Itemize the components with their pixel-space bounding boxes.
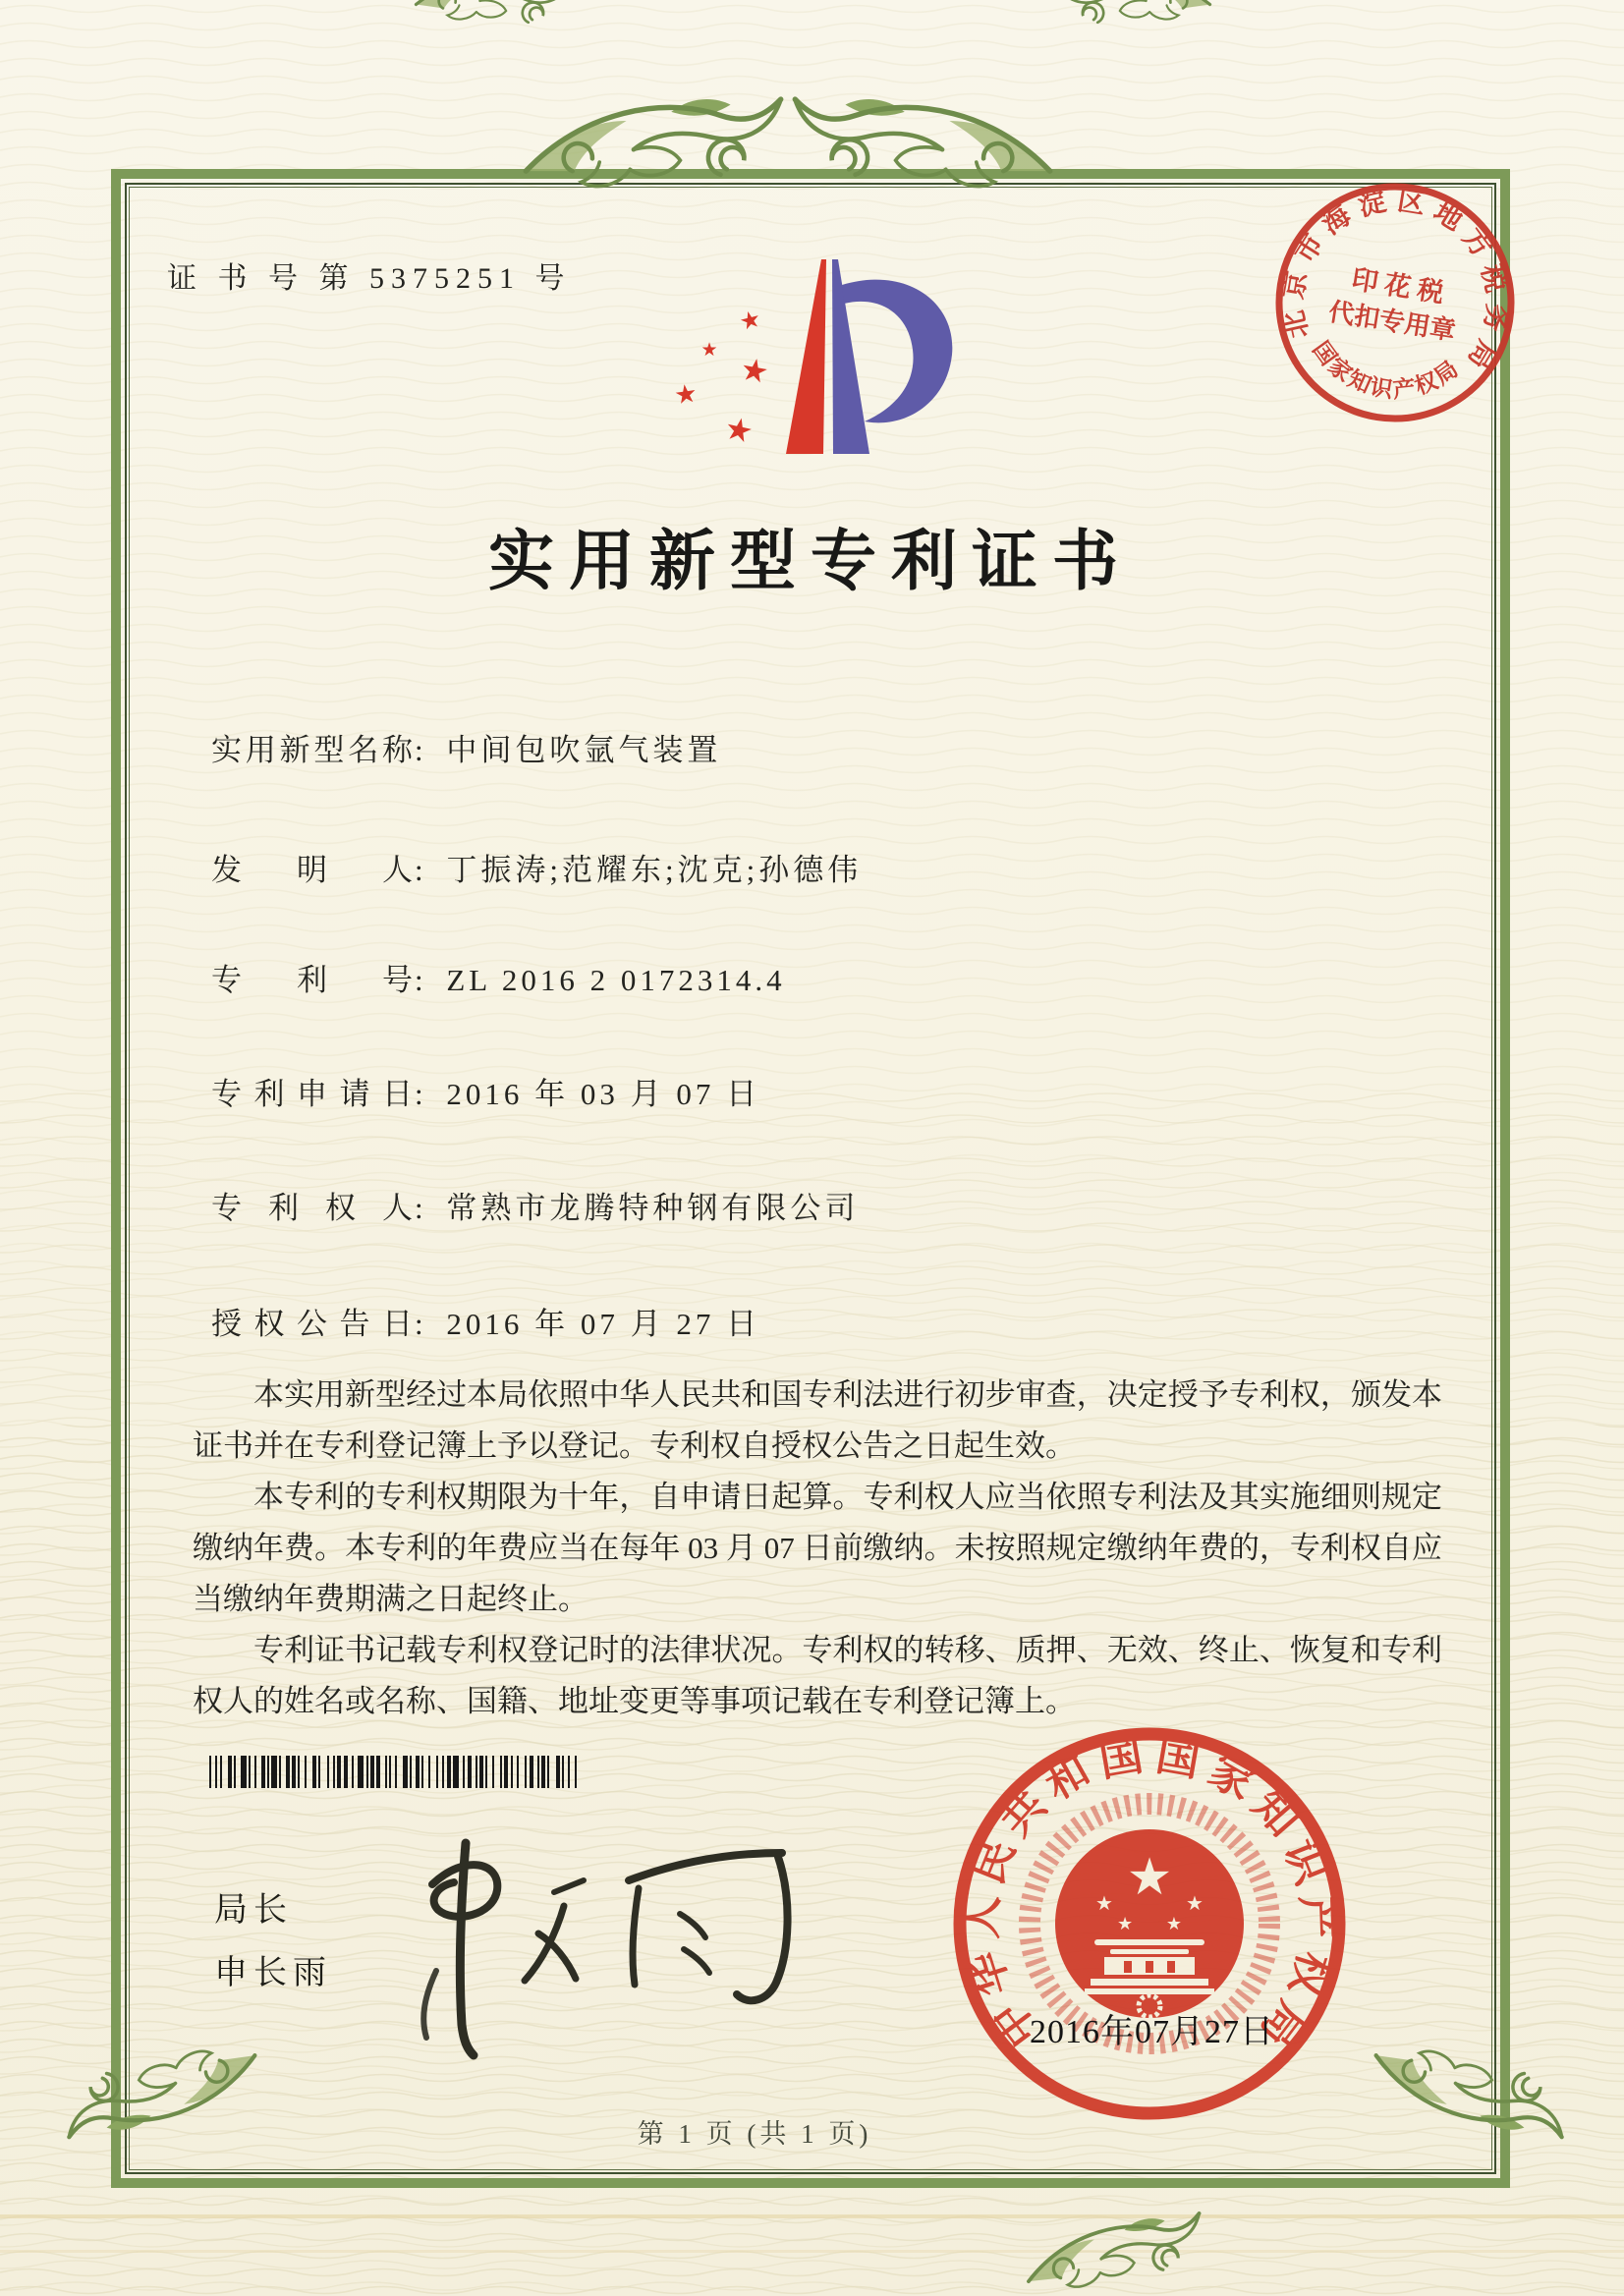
field-value: ZL 2016 2 0172314.4 [446, 963, 786, 997]
svg-text:★: ★ [737, 349, 772, 392]
barcode [209, 1756, 595, 1788]
tax-stamp [1269, 177, 1521, 428]
tax-stamp-top-arc: 北京市海淀区地方税务局 [1278, 186, 1512, 374]
cnipa-logo [664, 252, 969, 492]
field-value: 2016 年 03 月 07 日 [446, 1077, 761, 1111]
svg-text:★: ★ [700, 339, 718, 361]
top-center-flourish-left [519, 84, 788, 220]
field-filing-date: 专利申请日: 2016 年 03 月 07 日 [211, 1069, 760, 1113]
svg-text:★: ★ [1116, 1914, 1134, 1934]
seal-date: 2016年07月27日 [1030, 2014, 1274, 2050]
field-label: 专利号 [211, 963, 413, 997]
handwritten-signature [381, 1823, 853, 2069]
field-inventors: 发明人: 丁振涛;范耀东;沈克;孙德伟 [211, 845, 862, 889]
field-value: 2016 年 07 月 27 日 [446, 1307, 761, 1341]
field-label: 发明人 [211, 853, 413, 887]
page-number: 第 1 页 (共 1 页) [637, 2119, 872, 2149]
field-label: 实用新型名称 [211, 733, 413, 767]
field-patentee: 专利权人: 常熟市龙腾特种钢有限公司 [211, 1183, 859, 1227]
cnipa-red-seal [938, 1712, 1361, 2135]
top-center-flourish-right [788, 84, 1057, 220]
tax-stamp-bottom-arc: 国家知识产权局 [1308, 337, 1463, 403]
field-label: 授权公告日 [211, 1307, 413, 1341]
paragraph-term-fees: 本专利的专利权期限为十年，自申请日起算。专利权人应当依照专利法及其实施细则规定缴纳年费。本专利的年费应当在每年 03 月 07 日前缴纳。未按照规定缴纳年费的，专利权自应当缴纳年费期满之日起终止。 [193, 1480, 1442, 1616]
paragraph-register: 专利证书记载专利权登记时的法律状况。专利权的转移、质押、无效、终止、恢复和专利权人的姓名或名称、国籍、地址变更等事项记载在专利登记簿上。 [193, 1633, 1442, 1718]
svg-text:★: ★ [736, 304, 764, 337]
signer-title: 局长 [214, 1891, 293, 1929]
tax-stamp-line1: 印 花 税 [1349, 264, 1446, 308]
field-label: 专利申请日 [211, 1077, 413, 1111]
tax-stamp-line2: 代扣专用章 [1326, 297, 1458, 346]
svg-text:★: ★ [1165, 1914, 1183, 1934]
logo-red-spire [786, 259, 826, 454]
field-label: 专利权人 [211, 1191, 413, 1225]
paragraph-grant: 本实用新型经过本局依照中华人民共和国专利法进行初步审查，决定授予专利权，颁发本证书并在专利登记簿上予以登记。专利权自授权公告之日起生效。 [193, 1377, 1442, 1463]
field-value: 中间包吹氩气装置 [446, 733, 722, 767]
logo-stars [672, 305, 771, 451]
signer-name: 申长雨 [214, 1954, 332, 1991]
svg-text:★: ★ [1186, 1891, 1204, 1915]
certificate-title: 实用新型专利证书 [488, 526, 1133, 598]
field-patent-number: 专利号: ZL 2016 2 0172314.4 [211, 955, 786, 999]
svg-text:★: ★ [672, 378, 700, 412]
svg-text:★: ★ [1095, 1891, 1113, 1915]
seal-ring-text: 中华人民共和国国家知识产权局 [957, 1731, 1342, 2056]
legal-text-block [193, 1370, 1442, 1727]
field-utility-model-name: 实用新型名称: 中间包吹氩气装置 [211, 725, 721, 769]
svg-text:★: ★ [721, 408, 757, 452]
field-grant-date: 授权公告日: 2016 年 07 月 27 日 [211, 1299, 760, 1343]
svg-text:★: ★ [1126, 1848, 1173, 1907]
certificate-number: 证 书 号 第 5375251 号 [167, 262, 572, 295]
field-value: 丁振涛;范耀东;沈克;孙德伟 [446, 853, 863, 887]
field-value: 常熟市龙腾特种钢有限公司 [446, 1191, 860, 1225]
